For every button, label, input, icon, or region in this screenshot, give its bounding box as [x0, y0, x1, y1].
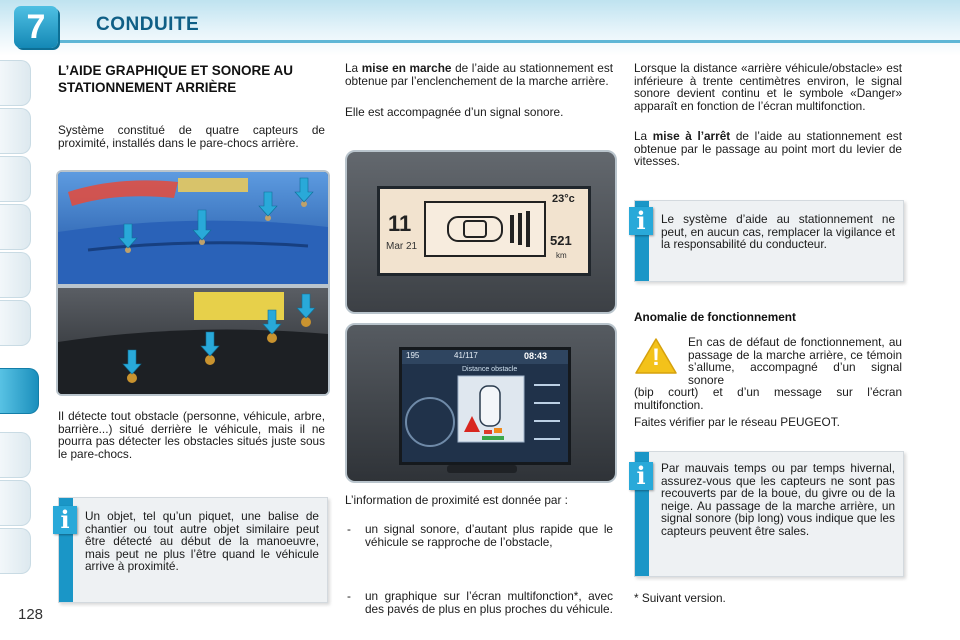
screen-caption: Distance obstacle — [462, 366, 518, 373]
parking-graphic-frame — [424, 201, 546, 257]
display-range: 521 — [550, 233, 572, 248]
activation-paragraph — [345, 62, 613, 87]
chapter-tab-4[interactable] — [0, 204, 31, 250]
deactivation-text-start: La — [634, 129, 648, 143]
chapter-tab-6[interactable] — [0, 300, 31, 346]
intro-paragraph: Système constitué de quatre capteurs de proximité, installés dans le pare-chocs arrière. — [58, 123, 325, 150]
footnote: * Suivant version. — [634, 591, 726, 605]
chapter-tab-5[interactable] — [0, 252, 31, 298]
display-range-unit: km — [556, 251, 567, 260]
section-title: L’AIDE GRAPHIQUE ET SONORE AU STATIONNEMENT ARRIÈRE — [58, 63, 294, 95]
chapter-badge: 7 — [14, 6, 58, 48]
anomaly-text-main: En cas de défaut de fonctionnement, au passage de la marche arrière, ce témoin s’allume, accompagné d’un signal sonore — [688, 335, 902, 387]
anomaly-title: Anomalie de fonctionnement — [634, 310, 796, 324]
screen-top-left-value: 195 — [406, 351, 420, 360]
chapter-tab-2[interactable] — [0, 108, 31, 154]
header-divider — [60, 40, 960, 43]
display-bezel-slot — [447, 465, 517, 473]
info-icon: i — [53, 506, 77, 534]
chapter-title: CONDUITE — [96, 14, 200, 35]
screen-track-value: 41/117 — [454, 351, 478, 360]
chapter-tab-1[interactable] — [0, 60, 31, 106]
proximity-graphic — [402, 350, 568, 462]
color-screen — [399, 347, 571, 465]
sound-signal-paragraph: Elle est accompagnée d’un signal sonore. — [345, 105, 564, 119]
info-icon: i — [629, 462, 653, 490]
chapter-tab-9[interactable] — [0, 480, 31, 526]
activation-text-start: La — [345, 61, 359, 75]
anomaly-text-end: (bip court) et d’un message sur l’écran multifonction. — [634, 385, 902, 412]
car-top-view-graphic — [426, 203, 544, 255]
bullet-sound-signal: - un signal sonore, d’autant plus rapide que le véhicule se rapproche de l’obstacle, — [345, 523, 613, 548]
distance-paragraph: Lorsque la distance «arrière véhicule/obstacle» est inférieure à trente centimètres environ, le signal sonore devient continu et le symbole «Danger» apparaît en fonction de l’écran multifonction. — [634, 61, 902, 113]
warning-icon-mark: ! — [652, 344, 660, 371]
info-icon: i — [629, 207, 653, 235]
monochrome-screen — [377, 186, 591, 276]
activation-bold: mise en marche — [361, 61, 452, 75]
screen-clock: 08:43 — [524, 351, 548, 361]
chapter-tab-3[interactable] — [0, 156, 31, 202]
display-time: 11 — [388, 211, 412, 236]
color-display-photo — [345, 323, 617, 483]
info-box-text: Un objet, tel qu’un piquet, une balise de chantier ou tout autre objet similaire peut être détecté au début de la manoeuvre, mais peut ne plus l’être quand le véhicule arrive à proximité. — [85, 509, 319, 574]
info-box-vigilance — [634, 200, 904, 282]
deactivation-bold: mise à l’arrêt — [652, 129, 731, 143]
bullet-graphic: - un graphique sur l’écran multifonction*, avec des pavés de plus en plus proches du véhicule. — [345, 590, 613, 615]
deactivation-paragraph — [634, 130, 902, 168]
detection-paragraph: Il détecte tout obstacle (personne, véhicule, arbre, barrière...) situé derrière le véhicule, mais il ne pourra pas détecter les obstacles situés juste sous le pare-chocs. — [58, 409, 325, 461]
bumper-illustration — [58, 172, 328, 394]
info-box-object-detection — [58, 497, 328, 603]
info-box-text: Le système d’aide au stationnement ne peut, en aucun cas, remplacer la vigilance et la responsabilité du conducteur. — [661, 212, 895, 252]
deactivation-text-end: de l’aide au stationnement est obtenue par le passage au point mort du levier de vitesses. — [634, 129, 902, 169]
proximity-info-intro: L’information de proximité est donnée par : — [345, 493, 568, 507]
activation-text-end: de l’aide au stationnement est obtenue par l’enclenchement de la marche arrière. — [345, 61, 613, 88]
rear-bumper-sensors-photo — [56, 170, 330, 396]
peugeot-check-text: Faites vérifier par le réseau PEUGEOT. — [634, 415, 840, 429]
chapter-tab-8[interactable] — [0, 432, 31, 478]
info-box-weather — [634, 451, 904, 577]
page-number: 128 — [18, 606, 44, 623]
chapter-tab-7-active[interactable] — [0, 368, 39, 414]
monochrome-display-photo — [345, 150, 617, 314]
chapter-tab-10[interactable] — [0, 528, 31, 574]
info-box-text: Par mauvais temps ou par temps hivernal, assurez-vous que les capteurs ne sont pas recouverts par de la boue, du givre ou de la neige. Au passage de la marche arrière, un signal sonore (bip long) vous indique que les capteurs peuvent être sales. — [661, 461, 895, 538]
display-temperature: 23°c — [552, 193, 575, 205]
display-date: Mar 21 — [386, 241, 418, 252]
